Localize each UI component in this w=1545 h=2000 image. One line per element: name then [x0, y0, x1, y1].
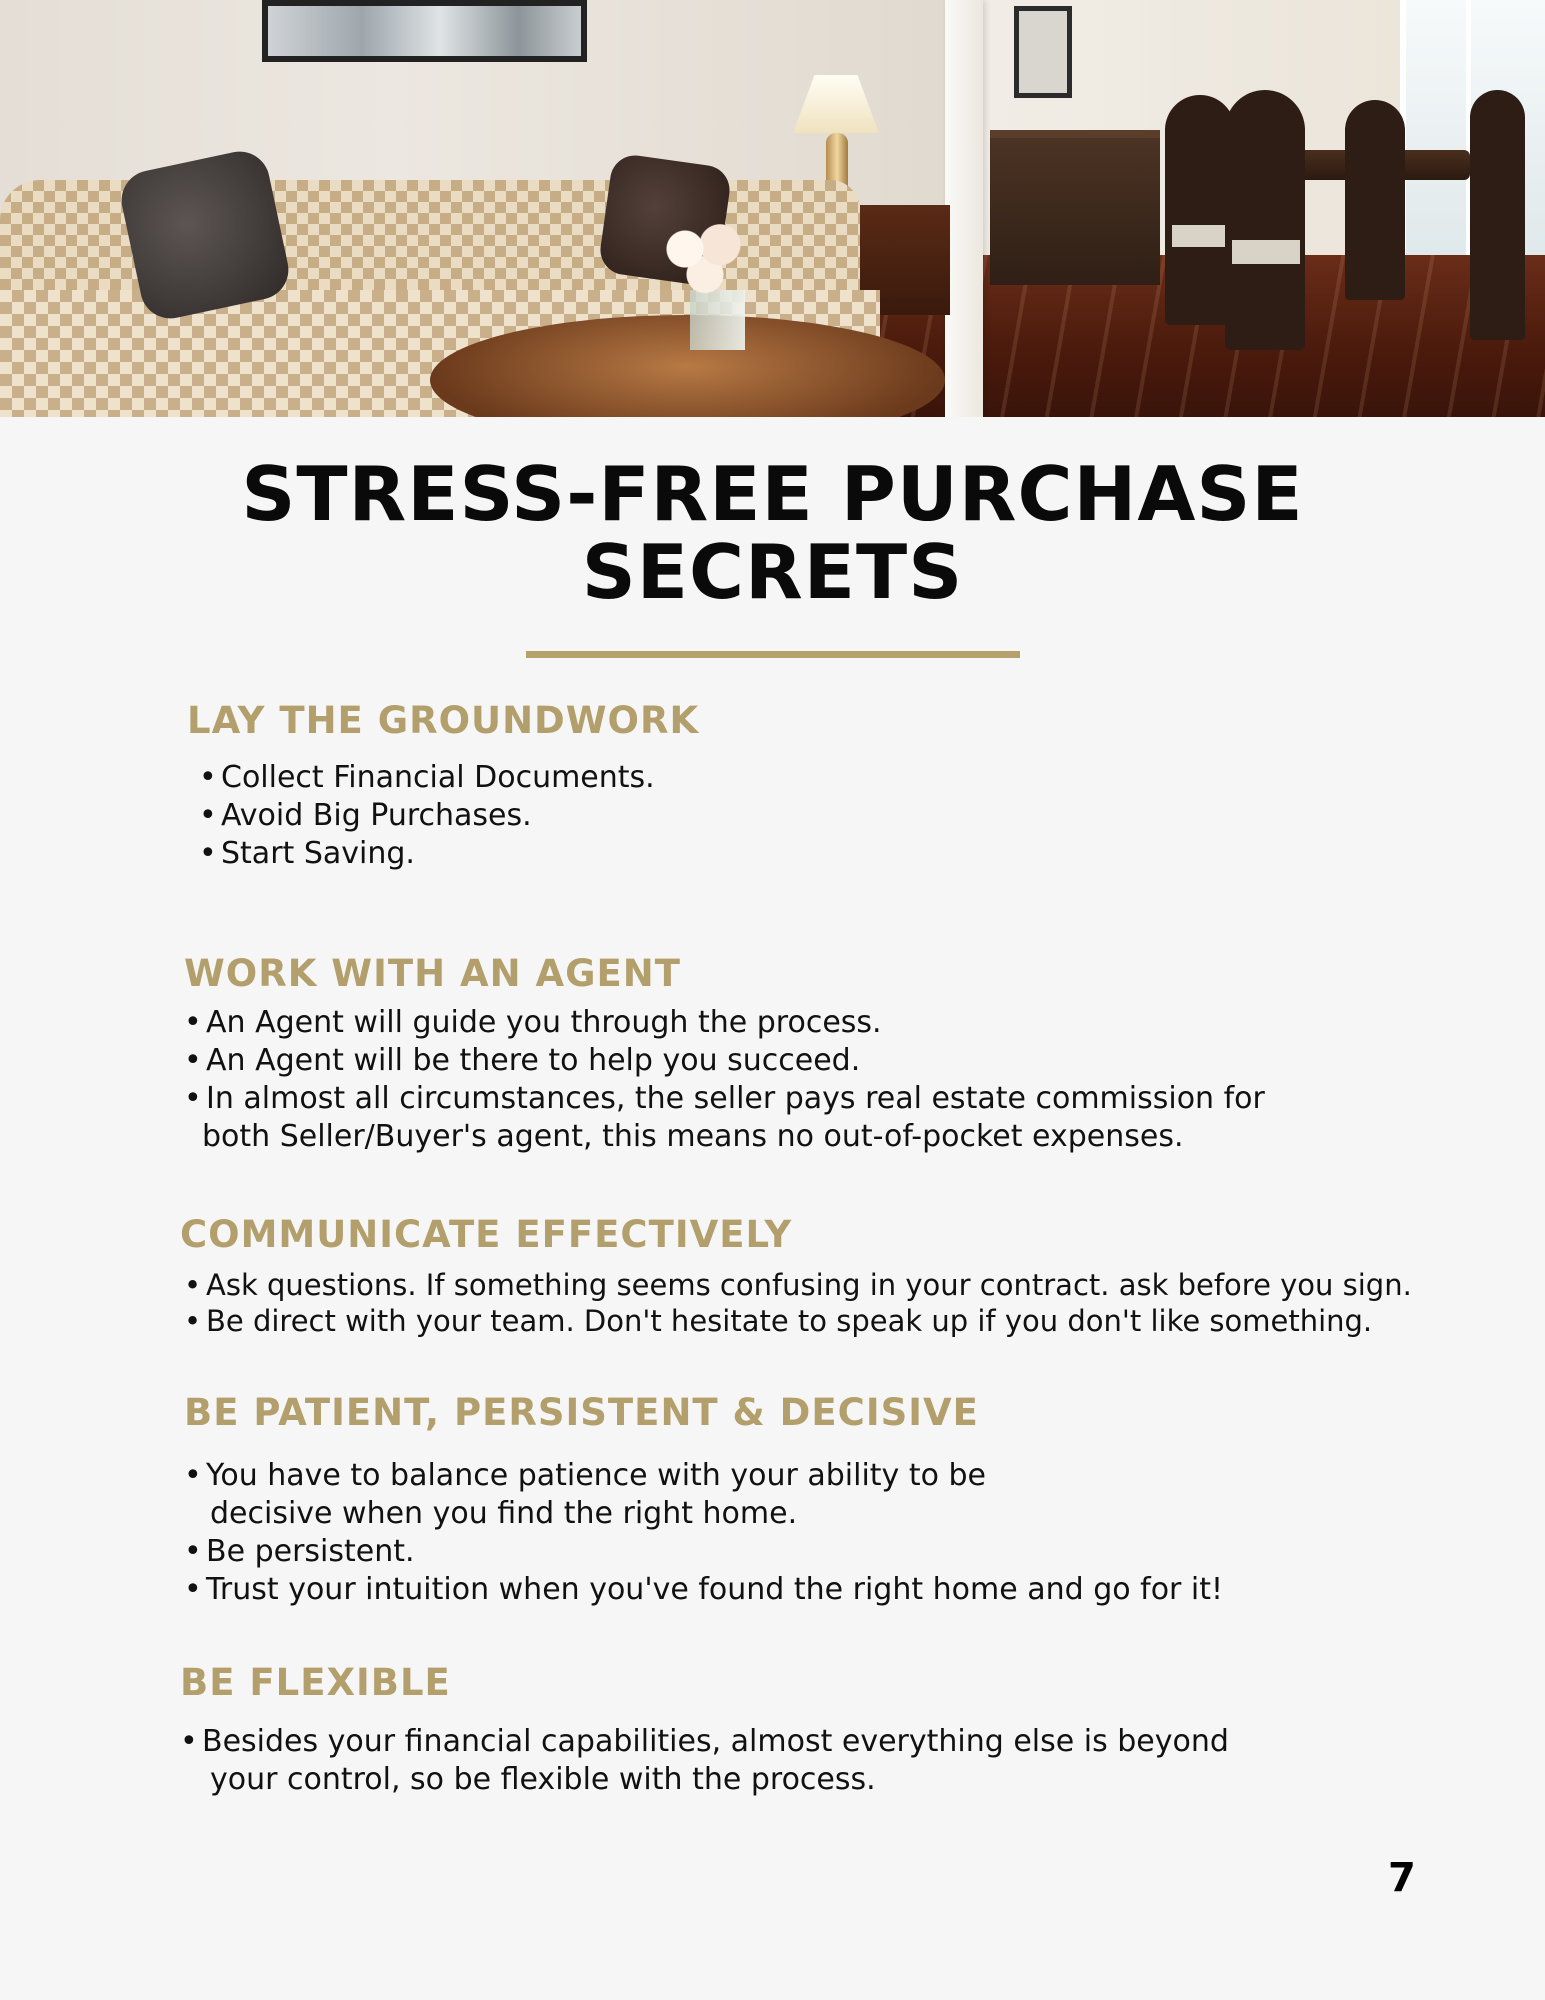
section-heading: BE PATIENT, PERSISTENT & DECISIVE	[184, 1391, 979, 1434]
section-be-flexible	[180, 1661, 1229, 1799]
list-item: • An Agent will be there to help you succeed.	[184, 1043, 861, 1078]
page-title-line-2: SECRETS	[581, 528, 964, 616]
list-item: • Collect Financial Documents.	[199, 760, 655, 795]
wall-painting	[262, 0, 587, 62]
list-item: • Trust your intuition when you've found the right home and go for it!	[184, 1572, 1224, 1607]
list-item: • Be persistent.	[184, 1534, 415, 1569]
list-item: • You have to balance patience with your ability to be	[184, 1458, 986, 1493]
list-item: • Avoid Big Purchases.	[199, 798, 532, 833]
sideboard	[990, 130, 1160, 285]
bullet-list	[187, 759, 699, 873]
section-work-with-an-agent	[184, 952, 1265, 1156]
bullet-list	[184, 1457, 1223, 1609]
bullet-list	[180, 1723, 1229, 1799]
list-item: • Ask questions. If something seems confusing in your contract. ask before you sign.	[184, 1268, 1412, 1302]
dining-chair	[1470, 90, 1525, 340]
section-heading: COMMUNICATE EFFECTIVELY	[180, 1213, 793, 1256]
section-heading: BE FLEXIBLE	[180, 1661, 451, 1704]
section-communicate-effectively	[180, 1213, 1412, 1339]
dining-chair	[1225, 90, 1305, 350]
list-item: • An Agent will guide you through the process.	[184, 1005, 882, 1040]
list-item: • Start Saving.	[199, 836, 415, 871]
wall-frame	[1014, 6, 1072, 98]
list-item: • Besides your financial capabilities, almost everything else is beyond	[180, 1724, 1229, 1759]
page-title-line-1: STRESS-FREE PURCHASE	[241, 450, 1304, 538]
page-title	[0, 450, 1545, 616]
bullet-list	[184, 1004, 1265, 1156]
bullet-list	[180, 1267, 1412, 1339]
dining-chair	[1345, 100, 1405, 300]
section-be-patient-persistent-decisive	[184, 1391, 1223, 1609]
title-divider	[526, 651, 1020, 658]
section-lay-the-groundwork	[187, 699, 699, 873]
list-item-continuation: your control, so be flexible with the process.	[210, 1762, 876, 1797]
chair-seat	[1172, 225, 1232, 247]
pillow	[116, 146, 294, 324]
wall-column	[945, 0, 983, 417]
list-item: • In almost all circumstances, the seller pays real estate commission for	[184, 1081, 1265, 1116]
list-item-continuation: both Seller/Buyer's agent, this means no out-of-pocket expenses.	[202, 1119, 1184, 1154]
chair-seat	[1232, 240, 1300, 264]
hero-photo-living-room	[0, 0, 1545, 417]
flowers	[655, 215, 755, 300]
section-heading: WORK WITH AN AGENT	[184, 952, 681, 995]
list-item-continuation: decisive when you find the right home.	[210, 1496, 798, 1531]
section-heading: LAY THE GROUNDWORK	[187, 699, 700, 742]
list-item: • Be direct with your team. Don't hesitate to speak up if you don't like something.	[184, 1304, 1373, 1338]
page-number: 7	[1388, 1855, 1416, 1901]
